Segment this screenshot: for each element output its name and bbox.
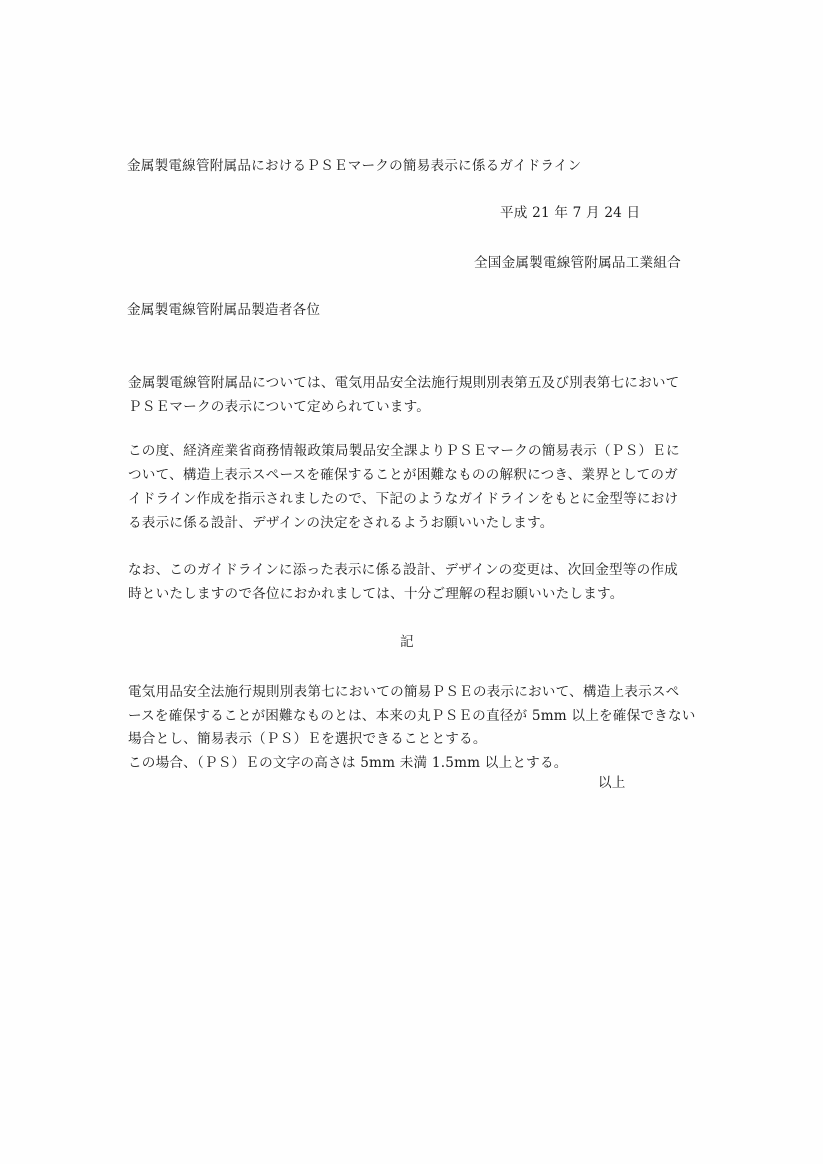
paragraph-3-line-2: 時といたしますので各位におかれましては、十分ご理解の程お願いいたします。 [128,586,624,602]
paragraph-3-line-1: なお、このガイドラインに添った表示に係る設計、デザインの変更は、次回金型等の作成 [128,562,678,578]
paragraph-2-line-3: イドライン作成を指示されましたので、下記のようなガイドラインをもとに金型等におけ [128,491,679,507]
guideline-line-4: この場合、（ＰＳ）Ｅの文字の高さは 5mm 未満 1.5mm 以上とする。 [128,755,568,771]
issuing-organization: 全国金属製電線管附属品工業組合 [474,255,681,271]
paragraph-1-line-2: ＰＳＥマークの表示について定められています。 [128,399,431,415]
document-title: 金属製電線管附属品におけるＰＳＥマークの簡易表示に係るガイドライン [127,158,582,174]
notice-heading: 記 [400,634,414,650]
paragraph-1-line-1: 金属製電線管附属品については、電気用品安全法施行規則別表第五及び別表第七において [128,375,680,391]
paragraph-2-line-4: る表示に係る設計、デザインの決定をされるようお願いいたします。 [128,515,554,531]
paragraph-2-line-1: この度、経済産業省商務情報政策局製品安全課よりＰＳＥマークの簡易表示（ＰＳ）Ｅに [128,443,680,459]
document-date: 平成 21 年 7 月 24 日 [500,205,641,221]
paragraph-2-line-2: ついて、構造上表示スペースを確保することが困難なものの解釈につき、業界としてのガ [128,467,678,483]
closing-mark: 以上 [598,775,626,791]
addressee: 金属製電線管附属品製造者各位 [127,302,321,318]
guideline-line-2: ースを確保することが困難なものとは、本来の丸ＰＳＥの直径が 5mm 以上を確保できない [128,708,696,724]
guideline-line-3: 場合とし、簡易表示（ＰＳ）Ｅを選択できることとする。 [128,731,487,747]
guideline-line-1: 電気用品安全法施行規則別表第七においての簡易ＰＳＥの表示において、構造上表示スペ [128,684,680,700]
